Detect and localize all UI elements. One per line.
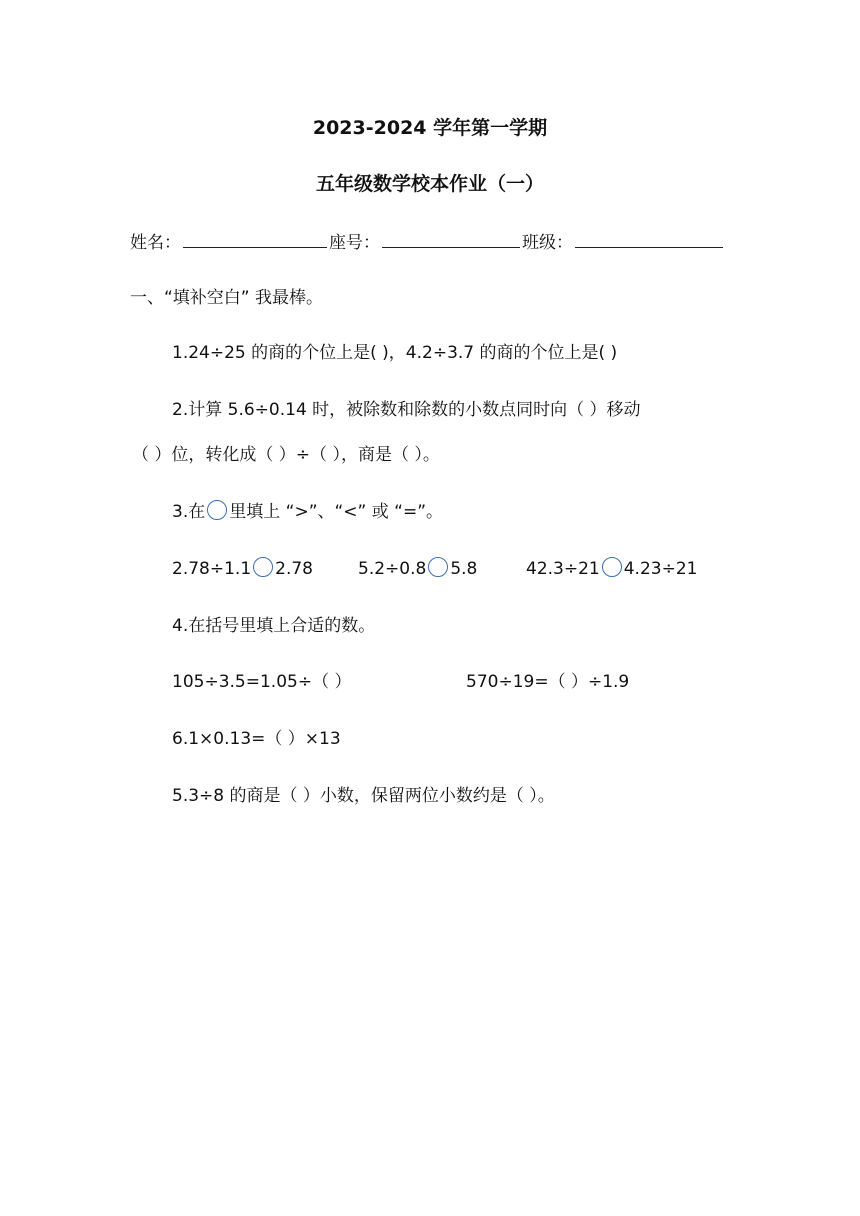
seat-label: 座号：	[329, 233, 380, 253]
compare-right: 4.23÷21	[623, 559, 698, 579]
compare-right: 2.78	[275, 559, 313, 579]
compare-circle-input[interactable]	[602, 557, 622, 577]
student-info-row	[130, 229, 725, 254]
question-1: 1.24÷25 的商的个位上是( )，4.2÷3.7 的商的个位上是( )	[172, 343, 618, 363]
name-blank[interactable]	[183, 229, 327, 248]
compare-circle-input[interactable]	[428, 557, 448, 577]
section-heading: 一、“填补空白” 我最棒。	[130, 288, 324, 308]
question-5: 5.3÷8 的商是（ ）小数，保留两位小数约是（ ）。	[172, 786, 555, 806]
question-4: 4.在括号里填上合适的数。	[172, 616, 376, 636]
name-label: 姓名：	[130, 233, 181, 253]
compare-right: 5.8	[450, 559, 478, 579]
question-2-line-1: 2.计算 5.6÷0.14 时，被除数和除数的小数点同时向（ ）移动	[172, 400, 641, 420]
page-title: 五年级数学校本作业（一）	[315, 173, 544, 195]
question-3-prefix: 3.在	[172, 502, 206, 522]
compare-item-3	[526, 558, 697, 580]
question-2-line-2: （ ）位，转化成（ ）÷（ ），商是（ ）。	[132, 445, 440, 465]
question-4-a: 105÷3.5=1.05÷（ ）	[172, 672, 352, 692]
seat-blank[interactable]	[382, 229, 520, 248]
compare-left: 5.2÷0.8	[358, 559, 427, 579]
compare-item-2	[358, 558, 477, 580]
circle-icon	[207, 500, 227, 520]
question-4-b: 570÷19=（ ）÷1.9	[466, 672, 630, 692]
question-3-suffix: 里填上 “>”、“<” 或 “=”。	[229, 502, 444, 522]
class-label: 班级：	[522, 233, 573, 253]
question-4-c: 6.1×0.13=（ ）×13	[172, 729, 341, 749]
question-3	[172, 501, 443, 523]
term-title: 2023-2024 学年第一学期	[312, 117, 548, 139]
compare-left: 42.3÷21	[526, 559, 600, 579]
compare-circle-input[interactable]	[253, 557, 273, 577]
class-blank[interactable]	[575, 229, 723, 248]
compare-left: 2.78÷1.1	[172, 559, 252, 579]
compare-item-1	[172, 558, 313, 580]
